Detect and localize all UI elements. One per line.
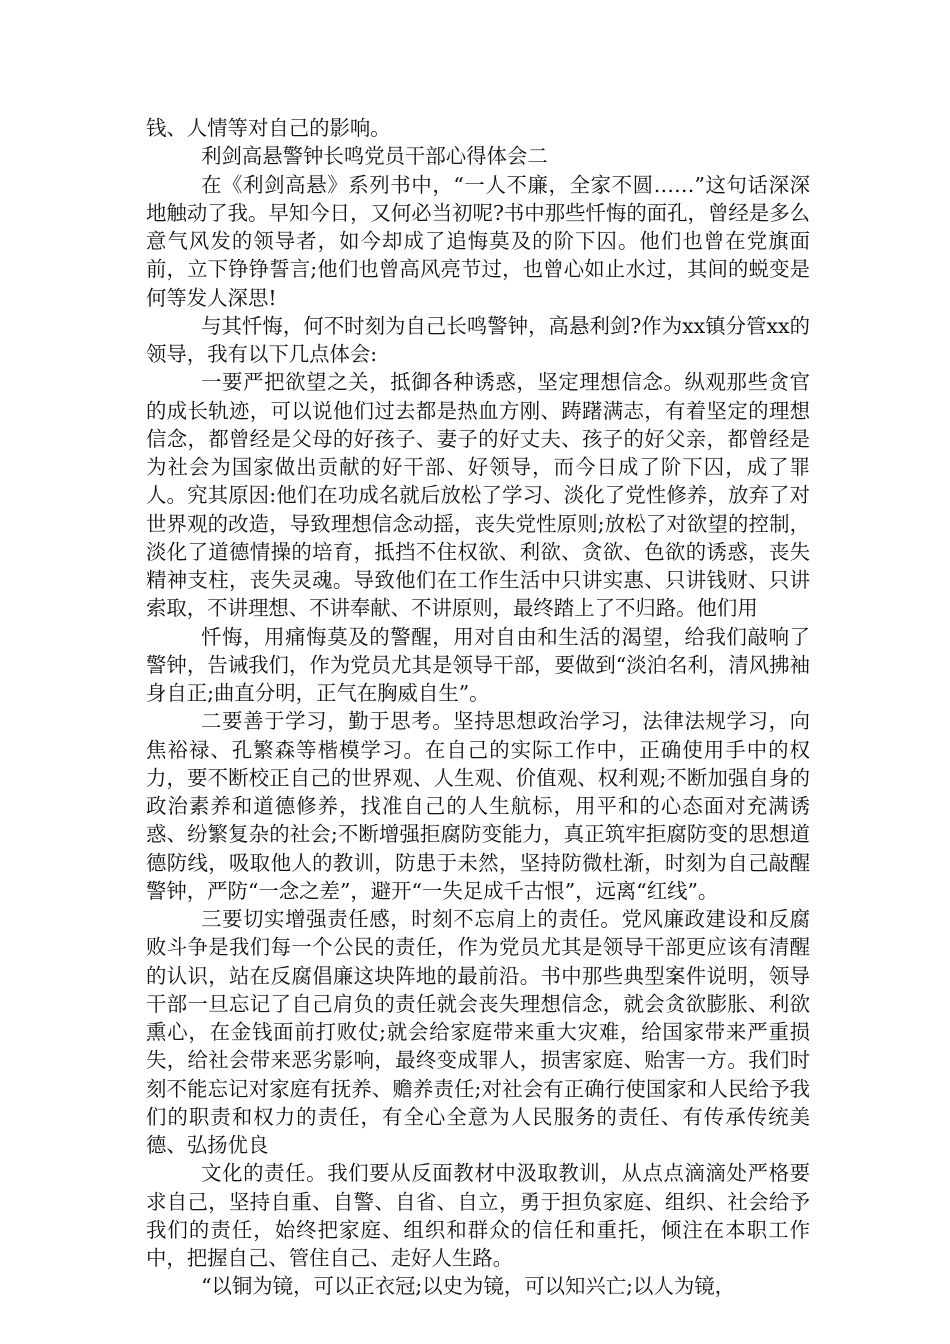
section-title: 利剑高悬警钟长鸣党员干部心得体会二 bbox=[201, 144, 548, 169]
paragraph: 一要严把欲望之关，抵御各种诱惑，坚定理想信念。纵观那些贪官的成长轨迹，可以说他们过去都是热血方刚、踌躇满志，有着坚定的理想信念，都曾经是父母的好孩子、妻子的好丈夫、孩子的好父亲，都曾经是为社会为国家做出贡献的好干部、好领导，而今日成了阶下囚，成了罪人。究其原因:他们在功成名就后放松了学习、淡化了党性修养，放弃了对世界观的改造，导致理想信念动摇，丧失党性原则;放松了对欲望的控制，淡化了道德情操的培育，抵挡不住权欲、利欲、贪欲、色欲的诱惑，丧失精神支柱，丧失灵魂。导致他们在工作生活中只讲实惠、只讲钱财、只讲索取，不讲理想、不讲奉献、不讲原则，最终踏上了不归路。他们用 bbox=[146, 370, 810, 621]
paragraph: “以铜为镜，可以正衣冠;以史为镜，可以知兴亡;以人为镜， bbox=[201, 1274, 736, 1299]
document-body bbox=[146, 114, 810, 1301]
paragraph: 与其忏悔，何不时刻为自己长鸣警钟，高悬利剑?作为xx镇分管xx的领导，我有以下几点体会: bbox=[146, 313, 810, 366]
paragraph: 钱、人情等对自己的影响。 bbox=[146, 116, 391, 140]
paragraph: 忏悔，用痛悔莫及的警醒，用对自由和生活的渴望，给我们敲响了警钟，告诫我们，作为党员尤其是领导干部，要做到“淡泊名利，清风拂袖身自正;曲直分明，正气在胸威自生”。 bbox=[146, 624, 810, 705]
paragraph: 三要切实增强责任感，时刻不忘肩上的责任。党风廉政建设和反腐败斗争是我们每一个公民的责任，作为党员尤其是领导干部更应该有清醒的认识，站在反腐倡廉这块阵地的最前沿。书中那些典型案件说明，领导干部一旦忘记了自己肩负的责任就会丧失理想信念，就会贪欲膨胀、利欲熏心，在金钱面前打败仗;就会给家庭带来重大灾难，给国家带来严重损失，给社会带来恶劣影响，最终变成罪人，损害家庭、贻害一方。我们时刻不能忘记对家庭有抚养、赡养责任;对社会有正确行使国家和人民给予我们的职责和权力的责任，有全心全意为人民服务的责任、有传承传统美德、弘扬优良 bbox=[146, 907, 810, 1157]
paragraph: 在《利剑高悬》系列书中，“一人不廉，全家不圆……”这句话深深地触动了我。早知今日，又何必当初呢?书中那些忏悔的面孔，曾经是多么意气风发的领导者，如今却成了追悔莫及的阶下囚。他们也曾在党旗面前，立下铮铮誓言;他们也曾高风亮节过，也曾心如止水过，其间的蜕变是何等发人深思! bbox=[146, 172, 810, 310]
paragraph: 二要善于学习，勤于思考。坚持思想政治学习，法律法规学习，向焦裕禄、孔繁森等楷模学习。在自己的实际工作中，正确使用手中的权力，要不断校正自己的世界观、人生观、价值观、权利观;不断加强自身的政治素养和道德修养，找准自己的人生航标，用平和的心态面对充满诱惑、纷繁复杂的社会;不断增强拒腐防变能力，真正筑牢拒腐防变的思想道德防线，吸取他人的教训，防患于未然，坚持防微杜渐，时刻为自己敲醒警钟，严防“一念之差”，避开“一失足成千古恨”，远离“红线”。 bbox=[146, 709, 810, 903]
paragraph: 文化的责任。我们要从反面教材中汲取教训，从点点滴滴处严格要求自己，坚持自重、自警、自省、自立，勇于担负家庭、组织、社会给予我们的责任，始终把家庭、组织和群众的信任和重托，倾注在本职工作中，把握自己、管住自己、走好人生路。 bbox=[146, 1161, 810, 1270]
